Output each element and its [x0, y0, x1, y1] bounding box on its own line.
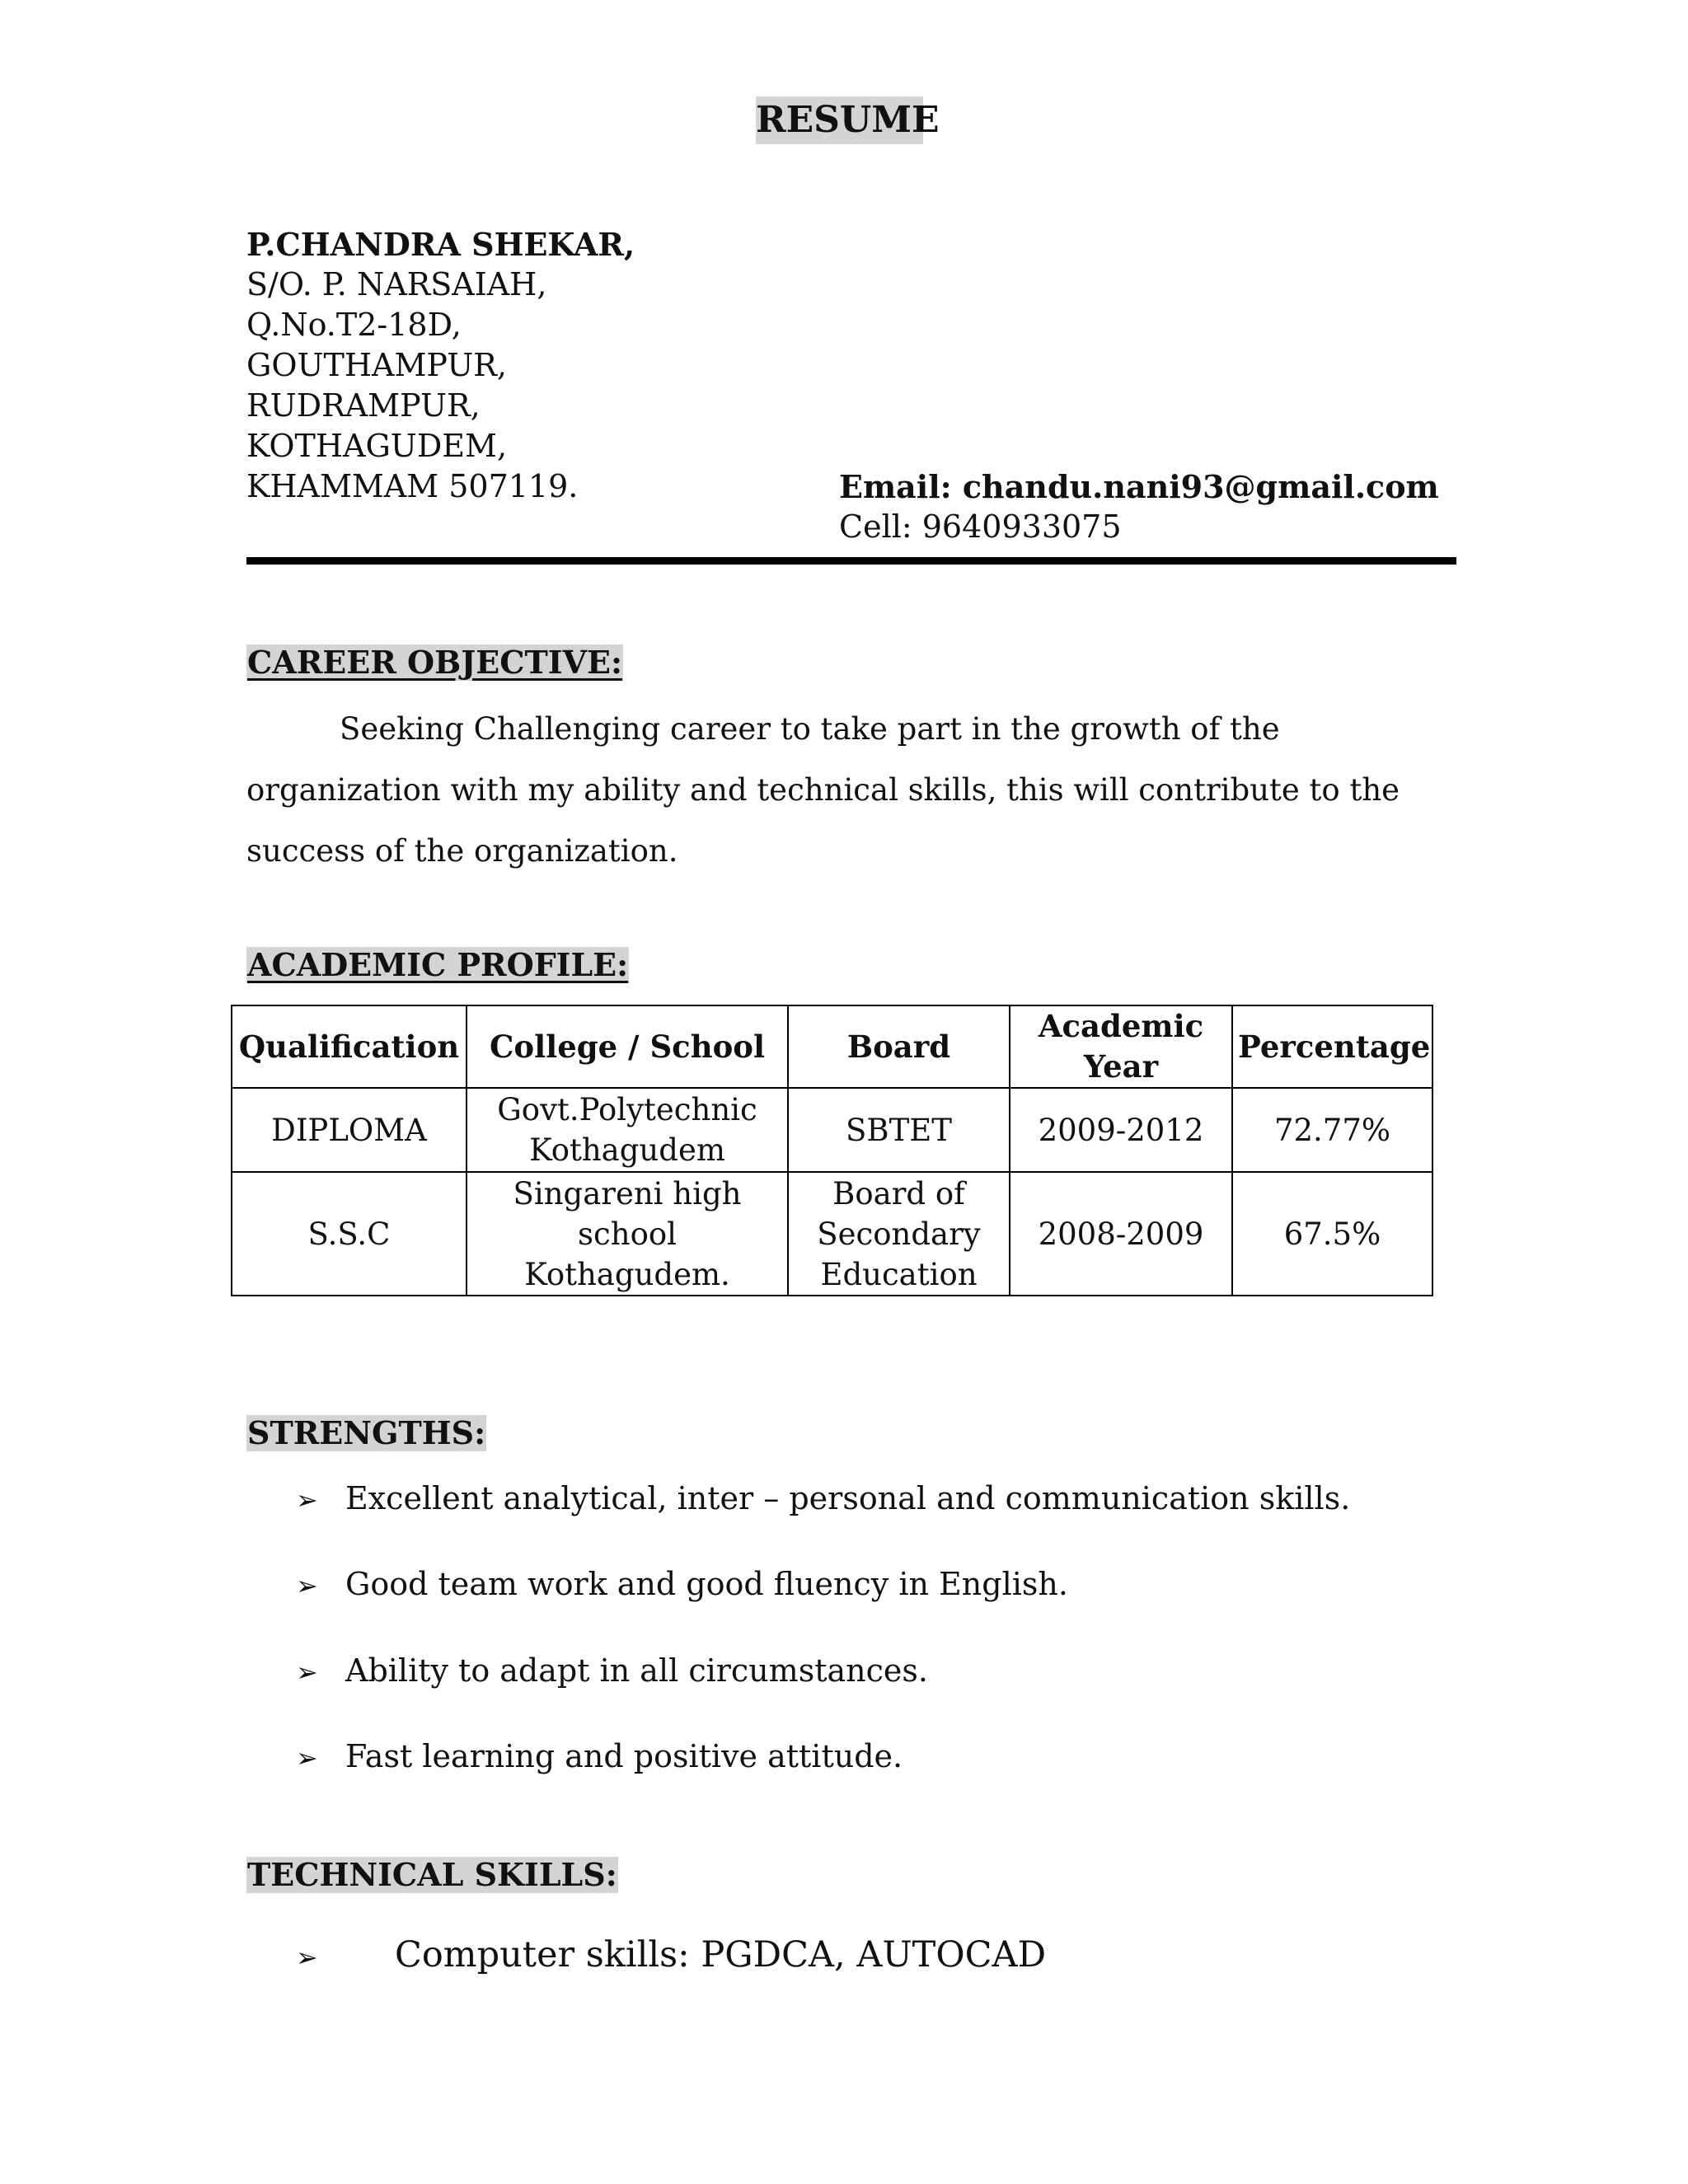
career-objective-body: Seeking Challenging career to take part in the growth of the organization with my ability and technical skills, this will contribute to the success of the organization. [246, 711, 1400, 869]
list-item-text: Good team work and good fluency in English. [345, 1566, 1068, 1602]
academic-table [231, 1005, 1433, 1296]
list-item-text: Ability to adapt in all circumstances. [345, 1652, 928, 1689]
career-objective-text [246, 699, 1456, 882]
list-item [296, 1479, 1350, 1521]
list-item-text: Computer skills: PGDCA, AUTOCAD [395, 1934, 1047, 1975]
column-header: Percentage [1232, 1005, 1432, 1088]
arrow-bullet-icon: ➢ [296, 1484, 318, 1516]
table-cell: Govt.Polytechnic Kothagudem [467, 1088, 788, 1172]
table-cell: S.S.C [232, 1172, 467, 1296]
column-header: College / School [467, 1005, 788, 1088]
list-item [296, 1564, 1068, 1606]
table-row [232, 1088, 1432, 1172]
arrow-bullet-icon: ➢ [296, 1742, 318, 1774]
document-title: RESUME [756, 96, 923, 144]
table-cell: 2008-2009 [1010, 1172, 1232, 1296]
list-item-text: Excellent analytical, inter – personal and communication skills. [345, 1480, 1351, 1516]
list-item [296, 1935, 1046, 1978]
email: Email: chandu.nani93@gmail.com [839, 468, 1439, 505]
academic-profile-heading: ACADEMIC PROFILE: [247, 946, 629, 983]
table-cell: Singareni high school Kothagudem. [467, 1172, 788, 1296]
technical-skills-heading: TECHNICAL SKILLS: [247, 1856, 617, 1893]
list-item [296, 1651, 928, 1693]
address-line: Q.No.T2-18D, [246, 307, 462, 343]
list-item [296, 1736, 903, 1779]
column-header: Qualification [232, 1005, 467, 1088]
column-header: Academic Year [1010, 1005, 1232, 1088]
table-cell: 2009-2012 [1010, 1088, 1232, 1172]
strengths-heading: STRENGTHS: [247, 1414, 486, 1451]
table-cell: SBTET [788, 1088, 1010, 1172]
header-divider [246, 557, 1456, 565]
table-header-row [232, 1005, 1432, 1088]
arrow-bullet-icon: ➢ [296, 1570, 318, 1601]
table-cell: 67.5% [1232, 1172, 1432, 1296]
address-line: S/O. P. NARSAIAH, [246, 266, 547, 302]
address-line: RUDRAMPUR, [246, 387, 481, 424]
career-objective-heading: CAREER OBJECTIVE: [247, 644, 622, 681]
address-line: KHAMMAM 507119. [246, 468, 579, 504]
cell-phone: Cell: 9640933075 [839, 509, 1122, 545]
column-header: Board [788, 1005, 1010, 1088]
candidate-name: P.CHANDRA SHEKAR, [246, 226, 635, 263]
address-line: KOTHAGUDEM, [246, 428, 508, 464]
table-cell: Board of Secondary Education [788, 1172, 1010, 1296]
address-line: GOUTHAMPUR, [246, 347, 507, 383]
table-cell: DIPLOMA [232, 1088, 467, 1172]
arrow-bullet-icon: ➢ [296, 1657, 318, 1688]
arrow-bullet-icon: ➢ [296, 1942, 318, 1973]
table-row [232, 1172, 1432, 1296]
table-cell: 72.77% [1232, 1088, 1432, 1172]
list-item-text: Fast learning and positive attitude. [345, 1738, 903, 1774]
